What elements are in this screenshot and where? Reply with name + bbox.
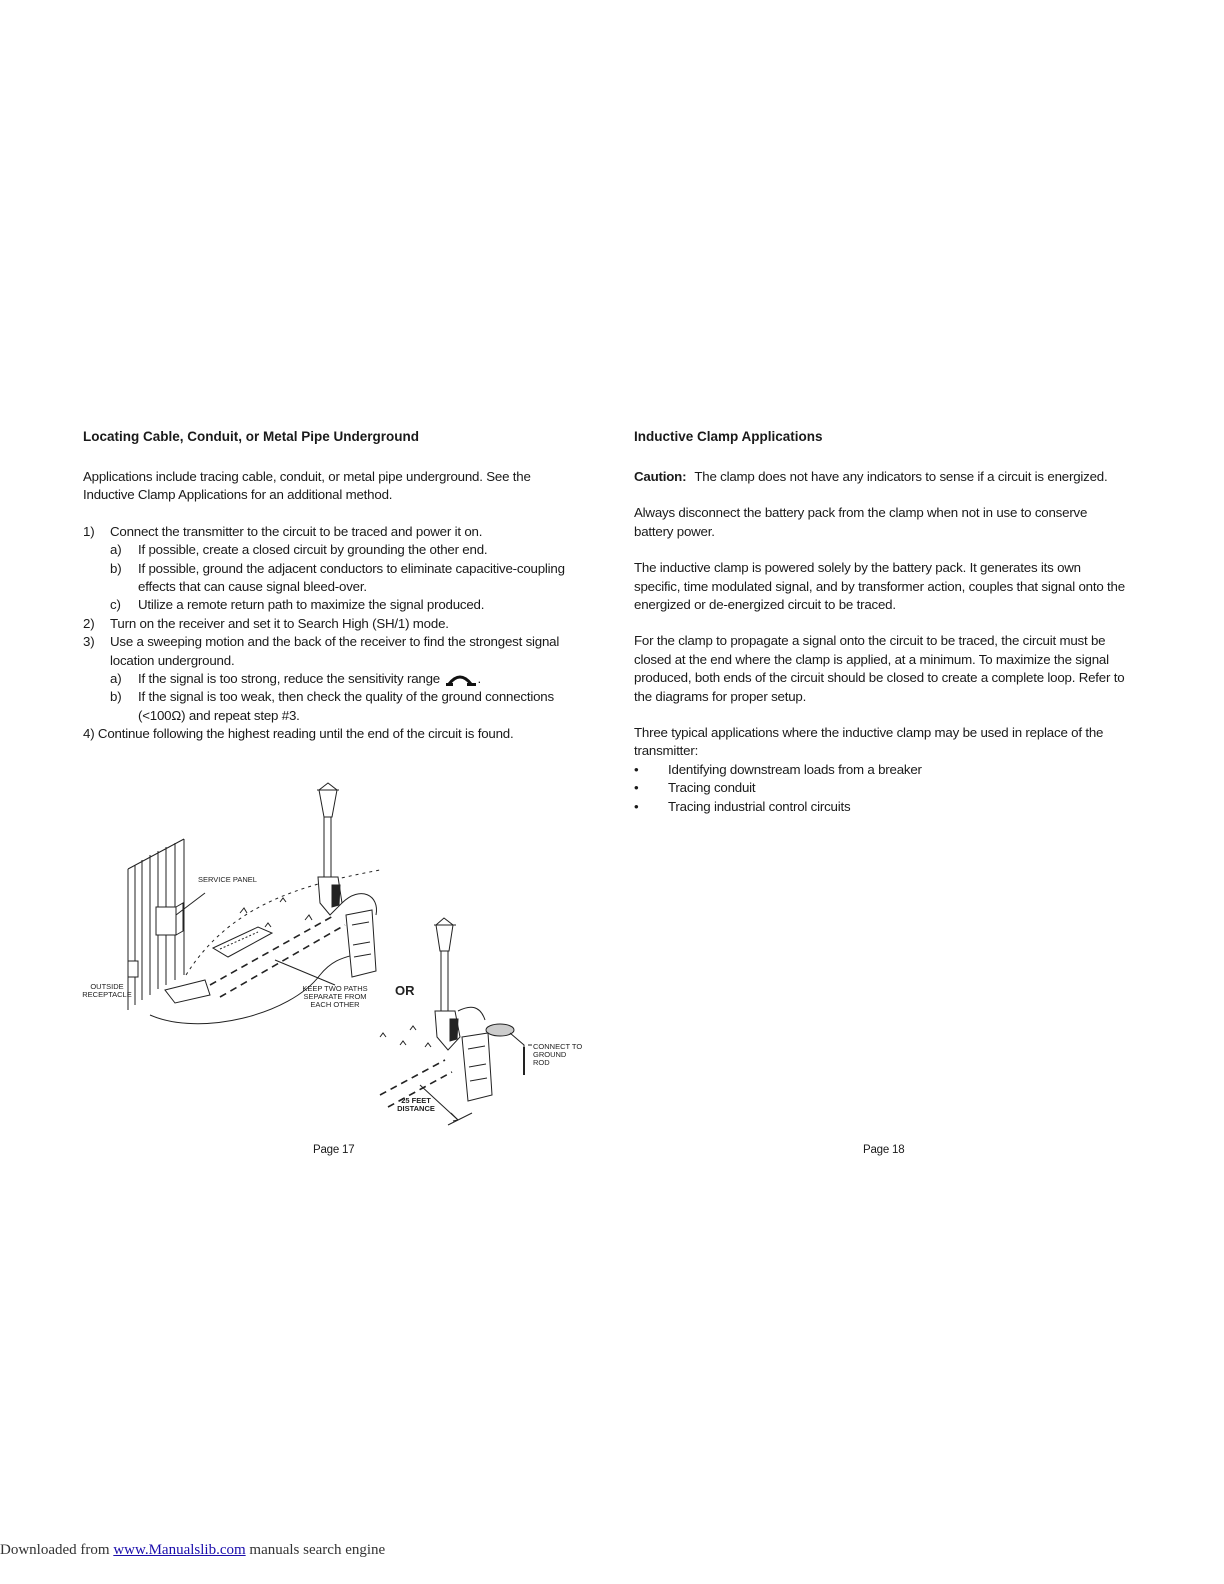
list-item: [634, 761, 1129, 779]
paragraph: Three typical applications where the inductive clamp may be used in replace of the transmitter:: [634, 725, 1104, 759]
item-text: 4) Continue following the highest reading until the end of the circuit is found.: [83, 726, 514, 742]
bullet-icon: •: [634, 798, 639, 814]
page-number-left: Page 17: [313, 1144, 355, 1156]
caution-label: Caution:: [634, 469, 687, 484]
item-text: If the signal is too strong, reduce the sensitivity range: [138, 671, 440, 687]
bullet-list: [634, 761, 1129, 816]
caution-paragraph: [634, 468, 1129, 486]
item-text: Utilize a remote return path to maximize the signal produced.: [138, 597, 485, 613]
item-number: 1): [83, 523, 95, 539]
manualslib-link[interactable]: www.Manualslib.com: [113, 1542, 246, 1558]
diagram-drawing: [80, 775, 590, 1135]
item-text: Turn on the receiver and set it to Search High (SH/1) mode.: [110, 615, 449, 631]
item-text: Connect the transmitter to the circuit to be traced and power it on.: [110, 523, 483, 539]
bullet-icon: •: [634, 780, 639, 796]
caution-text: The clamp does not have any indicators to sense if a circuit is energized.: [694, 469, 1108, 484]
item-text: Tracing industrial control circuits: [668, 798, 851, 814]
page-number-right: Page 18: [863, 1144, 905, 1156]
list-item: [83, 633, 573, 670]
list-item: [634, 798, 1129, 816]
footer-prefix: Downloaded from: [0, 1542, 114, 1558]
item-number: b): [110, 560, 122, 576]
list-item: [83, 670, 573, 688]
paragraph: For the clamp to propagate a signal onto the circuit to be traced, the circuit must be closed at the end where the clamp is applied, at a minimum. To maximize the signal produced, both ends of the circuit should be closed to create a complete loop. Refer to the diagrams for proper setup.: [634, 633, 1125, 704]
page-heading: Inductive Clamp Applications: [634, 429, 823, 444]
list-item: [83, 560, 573, 597]
item-number: a): [110, 542, 122, 558]
bullet-icon: •: [634, 761, 639, 777]
list-item: [83, 523, 573, 541]
item-text-wrap: [138, 670, 481, 688]
connect-ground-rod-label: CONNECT TO GROUND ROD: [533, 1042, 583, 1067]
item-text: Use a sweeping motion and the back of the receiver to find the strongest signal location underground.: [110, 634, 560, 668]
list-item: [83, 615, 573, 633]
item-number: 3): [83, 634, 95, 650]
footer-suffix: manuals search engine: [245, 1542, 386, 1558]
download-footer: [0, 1542, 385, 1559]
setup-diagram: [80, 775, 590, 1135]
item-text: If possible, ground the adjacent conductors to eliminate capacitive-coupling effects that can cause signal bleed-over.: [138, 560, 565, 595]
distance-label: 25 FEET DISTANCE: [397, 1096, 435, 1113]
item-number: 2): [83, 615, 95, 631]
item-text: Identifying downstream loads from a breaker: [668, 761, 922, 777]
item-number: c): [110, 597, 121, 613]
item-number: a): [110, 671, 122, 687]
paragraph: Always disconnect the battery pack from the clamp when not in use to conserve battery power.: [634, 505, 1088, 539]
sensitivity-range-icon: [446, 673, 476, 687]
list-item: [83, 725, 573, 743]
item-text-end: .: [477, 671, 481, 687]
list-item: [83, 596, 573, 614]
list-item: [83, 541, 573, 559]
intro-paragraph: Applications include tracing cable, conduit, or metal pipe underground. See the Inductive Clamp Applications for an additional method.: [83, 469, 531, 503]
item-number: b): [110, 689, 122, 705]
outside-receptacle-label: OUTSIDE RECEPTACLE: [82, 982, 132, 999]
list-item: [634, 779, 1129, 797]
item-text: If possible, create a closed circuit by grounding the other end.: [138, 542, 488, 558]
paragraph: The inductive clamp is powered solely by the battery pack. It generates its own specific, time modulated signal, and by transformer action, couples that signal onto the energized or de-energized circuit to be traced.: [634, 560, 1125, 613]
right-page: [634, 425, 1129, 816]
steps-list: [83, 523, 573, 744]
left-page: [83, 425, 573, 744]
list-item: [83, 688, 573, 725]
or-label: OR: [395, 983, 415, 998]
item-text: Tracing conduit: [668, 780, 756, 796]
keep-paths-separate-label: KEEP TWO PATHS SEPARATE FROM EACH OTHER: [302, 984, 368, 1009]
page-heading: Locating Cable, Conduit, or Metal Pipe Underground: [83, 429, 420, 444]
service-panel-label: SERVICE PANEL: [198, 875, 257, 884]
item-text: If the signal is too weak, then check the quality of the ground connections (<100Ω) and repeat step #3.: [138, 689, 554, 723]
